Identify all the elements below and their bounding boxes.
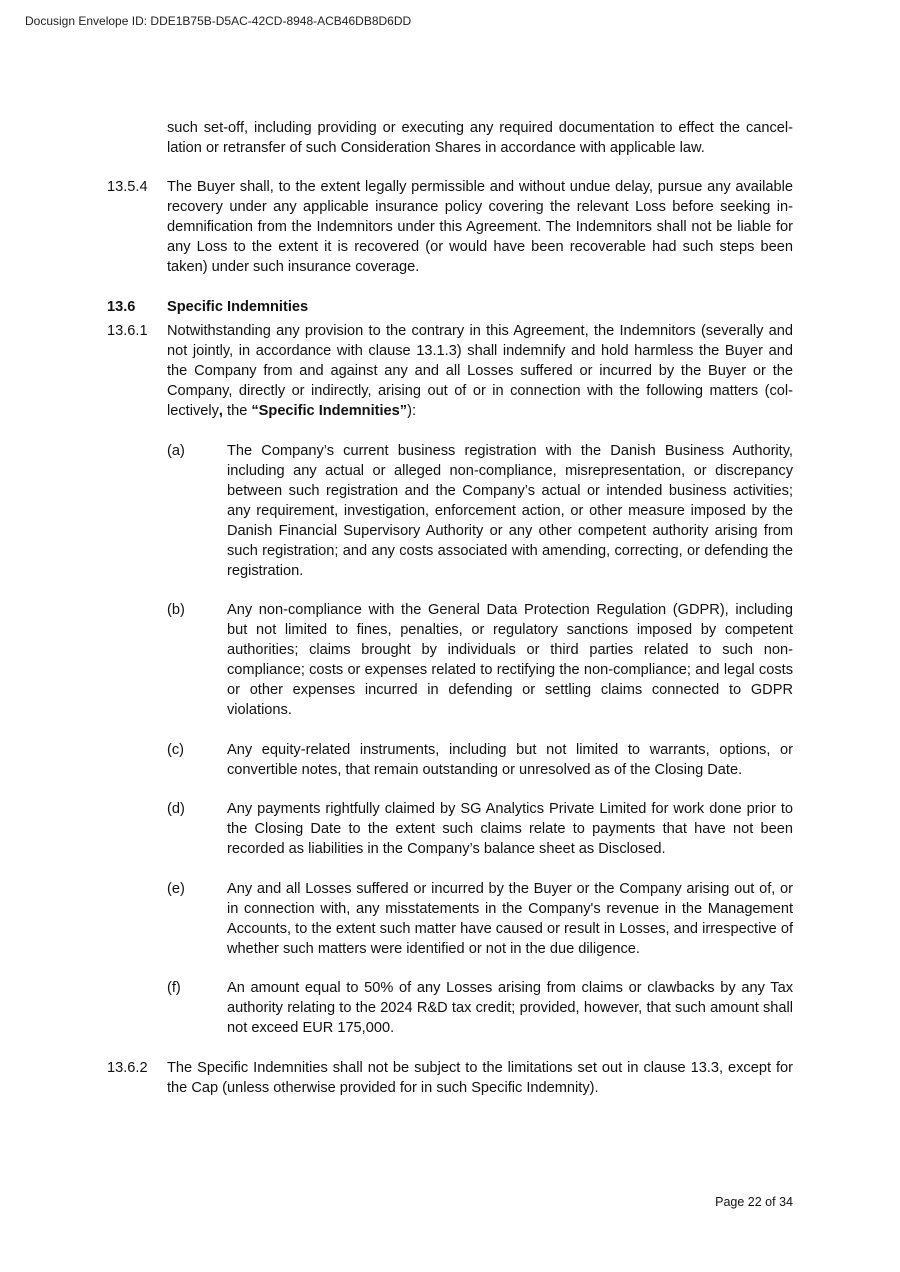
clause-13-5-4-number: 13.5.4: [107, 179, 148, 195]
clause-13-6-1-comma: ,: [218, 403, 223, 419]
sub-item-text-b: Any non-compliance with the General Data Protection Regulation (GDPR), including but not limited to fines, penalties, or regulatory sanctions imposed by competent authorities; claims brought by individuals or third parties related to such non-compliance; costs or expenses related to rectifying the non-compliance; and legal costs or other expenses incurred in defending or settling claims connected to GDPR violations.: [227, 602, 793, 718]
clause-13-5-4-text: The Buyer shall, to the extent legally permissible and without undue delay, pursue any available recovery under any applicable insurance policy covering the relevant Loss before seeking in-demnification from the Indemnitors under this Agreement. The Indemnitors shall not be liable for any Loss to the extent it is recovered (or would have been recoverable had such steps been taken) under such insurance coverage.: [167, 179, 793, 275]
sub-item-label-e: (e): [167, 881, 185, 897]
continuation-paragraph: such set-off, including providing or executing any required documentation to effect the cancel-lation or retransfer of such Consideration Shares in accordance with applicable law.: [167, 120, 793, 156]
clause-13-6-2-number: 13.6.2: [107, 1060, 148, 1076]
clause-13-6-1-the: the: [222, 403, 252, 419]
clause-13-6-1-body: Notwithstanding any provision to the contrary in this Agreement, the Indemnitors (severally and not jointly, in accordance with clause 13.1.3) shall indemnify and hold harmless the Buyer and the Company from and against any and all Losses suffered or incurred by the Buyer or the Company, directly or indirectly, arising out of or in connection with the following matters (col-lectively: [167, 323, 793, 419]
docusign-envelope-id: Docusign Envelope ID: DDE1B75B-D5AC-42CD-8948-ACB46DB8D6DD: [25, 14, 412, 28]
defined-term-specific-indemnities: “Specific Indemnities”: [251, 403, 408, 419]
section-13-6-number: 13.6: [107, 299, 136, 315]
clause-13-6-1-text: [167, 321, 793, 421]
sub-item-label-c: (c): [167, 742, 185, 758]
sub-item-label-f: (f): [167, 980, 181, 996]
clause-13-6-1-end: ):: [407, 403, 417, 419]
page-number: Page 22 of 34: [715, 1195, 793, 1209]
sub-item-label-b: (b): [167, 602, 185, 618]
sub-item-label-a: (a): [167, 443, 185, 459]
section-13-6-title: Specific Indemnities: [167, 299, 309, 315]
clause-13-6-1-number: 13.6.1: [107, 323, 148, 339]
sub-item-text-a: The Company’s current business registration with the Danish Business Authority, including any actual or alleged non-compliance, misrepresentation, or discrepancy between such registration and the Company’s actual or intended business activities; any requirement, investigation, enforcement action, or other measure imposed by the Danish Financial Supervisory Authority or any other competent authority arising from such registration; and any costs associated with amending, correcting, or defending the registration.: [227, 443, 793, 579]
clause-13-6-2-text: The Specific Indemnities shall not be subject to the limitations set out in clause 13.3, except for the Cap (unless otherwise provided for in such Specific Indemnity).: [167, 1060, 793, 1096]
sub-item-text-e: Any and all Losses suffered or incurred by the Buyer or the Company arising out of, or in connection with, any misstatements in the Company's revenue in the Management Accounts, to the extent such matter have caused or result in Losses, and irrespective of whether such matters were identified or not in the due diligence.: [227, 881, 793, 957]
sub-item-text-f: An amount equal to 50% of any Losses arising from claims or clawbacks by any Tax authority relating to the 2024 R&D tax credit; provided, however, that such amount shall not exceed EUR 175,000.: [227, 980, 793, 1036]
sub-item-text-c: Any equity-related instruments, including but not limited to warrants, options, or convertible notes, that remain outstanding or unresolved as of the Closing Date.: [227, 742, 793, 778]
sub-item-label-d: (d): [167, 801, 185, 817]
sub-item-text-d: Any payments rightfully claimed by SG Analytics Private Limited for work done prior to the Closing Date to the extent such claims relate to payments that have not been recorded as liabilities in the Company’s balance sheet as Disclosed.: [227, 801, 793, 857]
